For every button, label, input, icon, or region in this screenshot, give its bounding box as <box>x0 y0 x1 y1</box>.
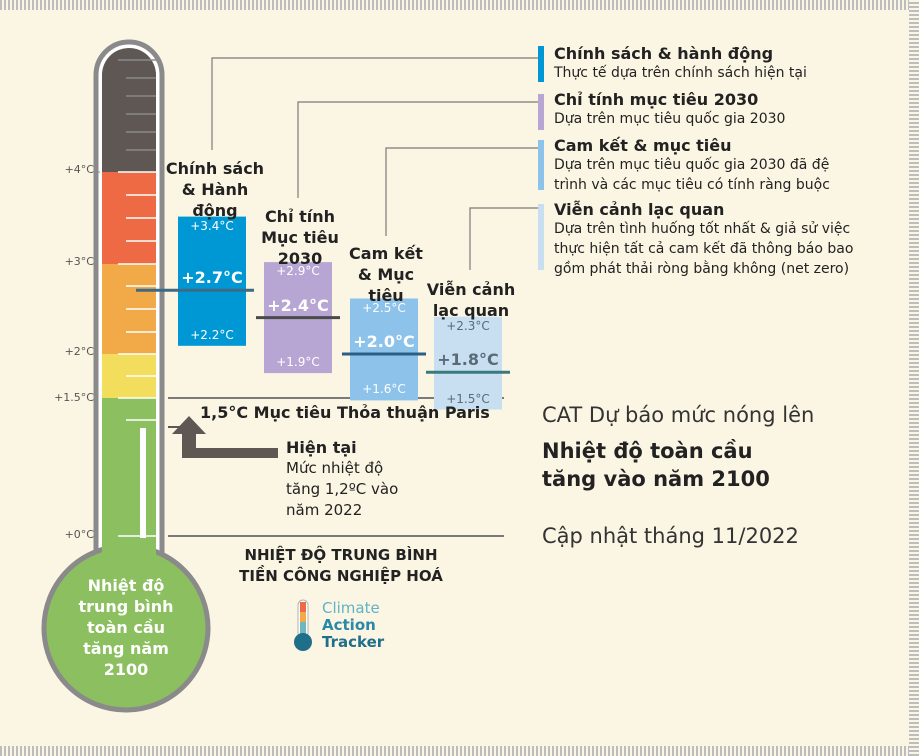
paris-target-label: 1,5°C Mục tiêu Thỏa thuận Paris <box>200 403 490 422</box>
legend-title: Viễn cảnh lạc quan <box>554 200 725 219</box>
bar-high-label: +2.5°C <box>362 300 406 315</box>
bar-low-label: +1.6°C <box>362 382 406 397</box>
legend-item-optimistic <box>538 200 908 279</box>
legend-item-pledges <box>538 136 908 195</box>
legend-item-policies <box>538 44 898 83</box>
legend-swatch-2030 <box>538 94 544 130</box>
bar-low-label: +2.2°C <box>190 327 234 342</box>
legend-desc: gồm phát thải ròng bằng không (net zero) <box>554 261 850 277</box>
legend-desc: Dựa trên tình huống tốt nhất & giả sử việc <box>554 221 851 237</box>
bar-high-label: +2.9°C <box>276 264 320 279</box>
legend-swatch-pledges <box>538 140 544 190</box>
headline: Nhiệt độ toàn cầu tăng vào năm 2100 <box>542 439 770 491</box>
cat-logo-icon <box>294 600 312 651</box>
legend-title: Chính sách & hành động <box>554 44 774 63</box>
bar-mid-label: +2.4°C <box>267 295 329 315</box>
cat-forecast-label: CAT Dự báo mức nóng lên <box>542 403 815 427</box>
legend-desc: trình và các mục tiêu có tính ràng buộc <box>554 177 830 193</box>
column-title-policies: Chính sách & Hành động <box>165 159 265 220</box>
current-arrow <box>172 416 278 458</box>
bar-mid-label: +2.7°C <box>181 268 243 288</box>
update-date: Cập nhật tháng 11/2022 <box>542 524 799 548</box>
legend-item-2030-targets <box>538 90 898 129</box>
current-desc: Mức nhiệt độ <box>286 459 384 477</box>
legend-title: Cam kết & mục tiêu <box>554 136 732 155</box>
column-title-optimistic: Viễn cảnh lạc quan <box>426 280 516 320</box>
current-level-marker <box>140 428 146 538</box>
current-title: Hiện tại <box>286 438 357 457</box>
current-desc: tăng 1,2ºC vào <box>286 480 399 498</box>
bar-high-label: +2.3°C <box>446 318 490 333</box>
cat-logo-text: Climate Action Tracker <box>322 599 385 651</box>
current-warming-note <box>286 437 398 521</box>
legend-desc: Dựa trên mục tiêu quốc gia 2030 đã đệ <box>554 157 830 173</box>
scale-label-3: +3°C <box>64 255 94 268</box>
legend-swatch-optimistic <box>538 204 544 270</box>
legend-title: Chỉ tính mục tiêu 2030 <box>554 90 759 109</box>
bulb-label: Nhiệt độ trung bình toàn cầu tăng năm 2100 <box>78 576 174 679</box>
scale-label-2: +2°C <box>64 345 94 358</box>
legend-desc: thực hiện tất cả cam kết đã thông báo bao <box>554 241 854 257</box>
preindustrial-label: NHIỆT ĐỘ TRUNG BÌNH TIỀN CÔNG NGHIỆP HOÁ <box>239 546 443 585</box>
current-desc: năm 2022 <box>286 501 363 519</box>
scale-label-0: +0°C <box>64 528 94 541</box>
legend-desc: Dựa trên mục tiêu quốc gia 2030 <box>554 111 786 127</box>
column-title-2030-targets: Chỉ tính Mục tiêu 2030 <box>261 207 339 268</box>
column-title-pledges: Cam kết & Mục tiêu <box>349 244 423 305</box>
scale-label-15: +1.5°C <box>54 391 94 404</box>
legend-desc: Thực tế dựa trên chính sách hiện tại <box>554 65 807 81</box>
bar-low-label: +1.5°C <box>446 391 490 406</box>
bar-high-label: +3.4°C <box>190 218 234 233</box>
bar-low-label: +1.9°C <box>276 355 320 370</box>
bar-mid-label: +1.8°C <box>437 350 499 370</box>
legend-swatch-policies <box>538 46 544 82</box>
bar-mid-label: +2.0°C <box>353 332 415 351</box>
scale-label-4: +4°C <box>64 163 94 176</box>
